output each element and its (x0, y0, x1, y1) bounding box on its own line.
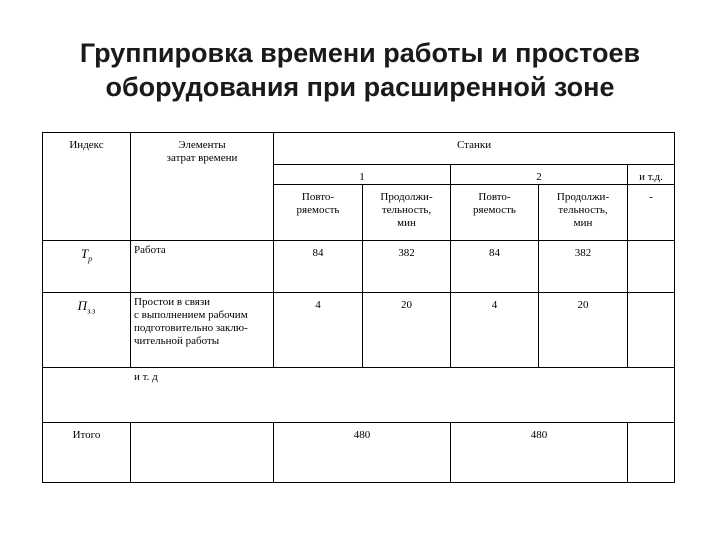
cell-etc (628, 423, 675, 483)
header-row-machines (43, 133, 675, 165)
header-etc: и т.д. (628, 165, 675, 185)
header-machine-2: 2 (451, 165, 628, 185)
cell-empty (131, 423, 274, 483)
row-etc: и т. д (43, 368, 675, 423)
title-line-2: оборудования при расширенной зоне (105, 72, 615, 102)
table-row-total (43, 423, 675, 483)
page-title (0, 36, 720, 104)
cell-m1-duration: 20 (363, 293, 451, 368)
table-row-work (43, 241, 675, 293)
cell-m1-repeat: 4 (274, 293, 363, 368)
header-m1-duration: Продолжи- тельность, мин (363, 185, 451, 241)
header-etc-dash: - (628, 185, 675, 241)
header-m2-duration: Продолжи- тельность, мин (539, 185, 628, 241)
row-index-pzz: $П_{з.з}$ (43, 293, 131, 368)
cell-m1-total: 480 (274, 423, 451, 483)
header-machine-1: 1 (274, 165, 451, 185)
cell-m2-repeat: 84 (451, 241, 539, 293)
title-line-1: Группировка времени работы и простоев (79, 38, 641, 68)
cell-m2-repeat: 4 (451, 293, 539, 368)
cell-etc (628, 241, 675, 293)
cell-m1-duration: 382 (363, 241, 451, 293)
row-index-total: Итого (43, 423, 131, 483)
cell-m2-duration: 382 (539, 241, 628, 293)
cell-m2-total: 480 (451, 423, 628, 483)
header-machines: Станки (274, 133, 675, 165)
time-grouping-table (42, 132, 675, 483)
row-element-downtime: Простои в связи с выполнением рабочим подготовительно заклю- чительной работы (131, 293, 274, 368)
table-row-downtime (43, 293, 675, 368)
header-index: Индекс (43, 133, 131, 241)
table-row-etc (43, 368, 675, 423)
cell-m1-repeat: 84 (274, 241, 363, 293)
header-m1-repeat: Повто- ряемость (274, 185, 363, 241)
cell-m2-duration: 20 (539, 293, 628, 368)
row-element-work: Работа (131, 241, 274, 293)
header-m2-repeat: Повто- ряемость (451, 185, 539, 241)
cell-etc (628, 293, 675, 368)
header-elements: Элементы затрат времени (131, 133, 274, 241)
row-index-tr: $Т_р$ (43, 241, 131, 293)
